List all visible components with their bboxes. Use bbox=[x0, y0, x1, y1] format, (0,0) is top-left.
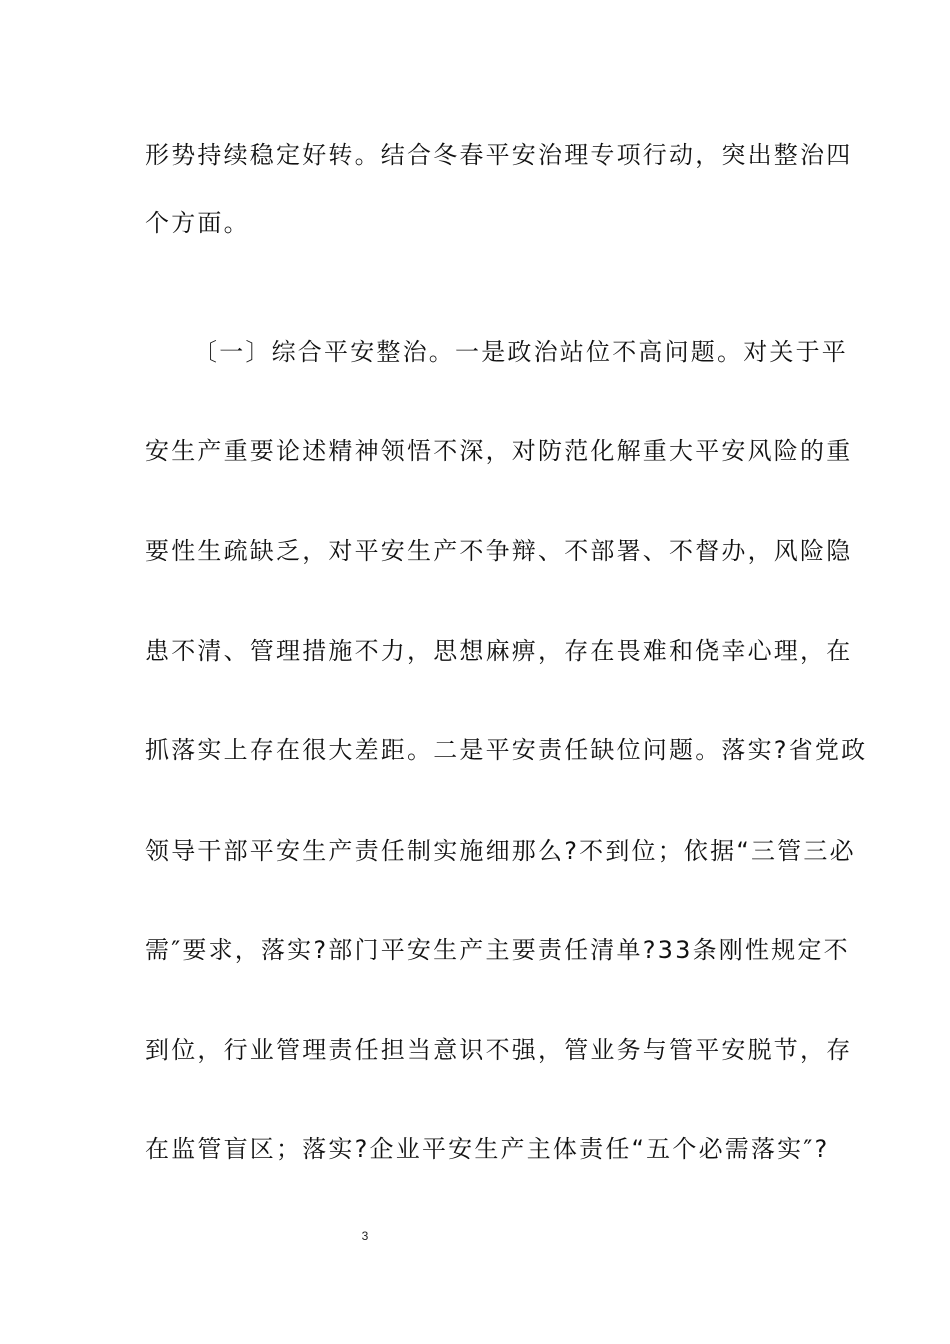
text-line: 抓落实上存在很大差距。二是平安责任缺位问题。落实?省党政 bbox=[145, 736, 868, 764]
page-number: 3 bbox=[361, 1229, 369, 1243]
text-line: 在监管盲区；落实?企业平安生产主体责任“五个必需落实″? bbox=[145, 1135, 830, 1163]
text-line: 要性生疏缺乏，对平安生产不争辩、不部署、不督办，风险隐 bbox=[145, 537, 853, 565]
text-line: 到位，行业管理责任担当意识不强，管业务与管平安脱节，存 bbox=[145, 1036, 853, 1064]
text-line: 形势持续稳定好转。结合冬春平安治理专项行动，突出整治四 bbox=[145, 141, 853, 169]
text-line: 患不清、管理措施不力，思想麻痹，存在畏难和侥幸心理，在 bbox=[145, 637, 853, 665]
text-line: 安生产重要论述精神领悟不深，对防范化解重大平安风险的重 bbox=[145, 437, 853, 465]
text-line: 个方面。 bbox=[145, 209, 250, 237]
text-line: 领导干部平安生产责任制实施细那么?不到位；依据“三管三必 bbox=[145, 837, 856, 865]
paragraph-start-line: 〔一〕综合平安整治。一是政治站位不高问题。对关于平 bbox=[193, 338, 848, 366]
text-line: 需″要求，落实?部门平安生产主要责任清单?33条刚性规定不 bbox=[145, 936, 850, 964]
